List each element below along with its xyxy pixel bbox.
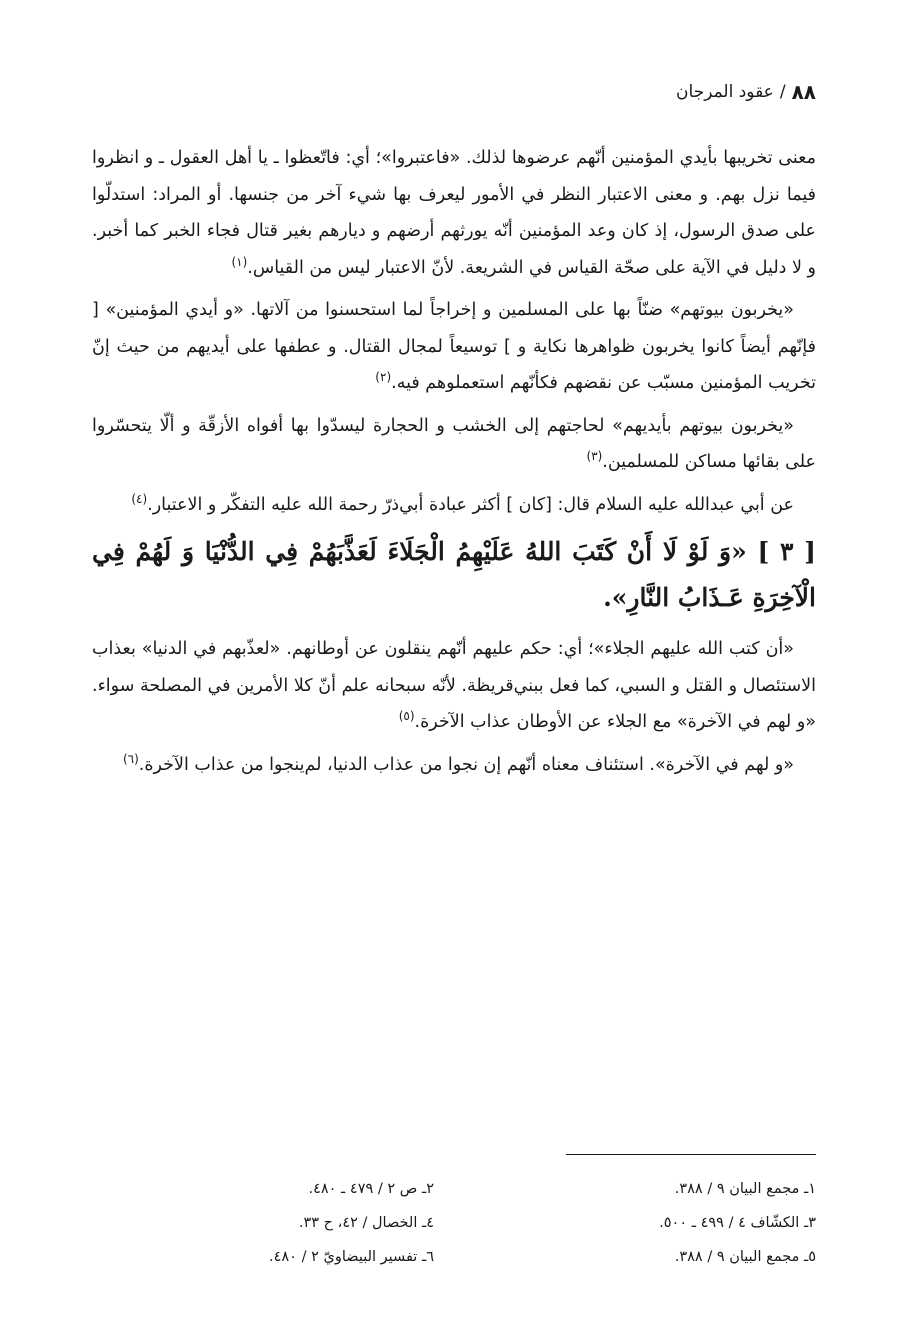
footnote-ref: (٦) — [122, 751, 139, 766]
footnote-1: ١ـ مجمع البيان ٩ / ٣٨٨. — [674, 1181, 816, 1197]
paragraph-text: «أن كتب الله عليهم الجلاء»؛ أي: حكم عليهم أنّهم ينقلون عن أوطانهم. «لعذّبهم في الدنيا» بعذاب الاستئصال و القتل و السبي، كما فعل ببني‌قريظة. لأنّه سبحانه علم أنّ كلا الأمرين في المصلحة سواء. «و لهم في الآخرة» مع الجلاء عن الأوطان عذاب الآخرة. — [92, 639, 816, 732]
footnote-3: ٣ـ الكشّاف ٤ / ٤٩٩ ـ ٥٠٠. — [659, 1215, 816, 1231]
paragraph-text: «و لهم في الآخرة». استئناف معناه أنّهم إن نجوا من عذاب الدنيا، لم‌ينجوا من عذاب الآخرة. — [138, 754, 794, 775]
paragraph-text: «يخربون بيوتهم بأيديهم» لحاجتهم إلى الخشب و الحجارة ليسدّوا بها أفواه الأزقّة و ألّا يتحسّروا على بقائها مساكن للمسلمين. — [92, 415, 816, 472]
paragraph-text: «يخربون بيوتهم» ضنّاً بها على المسلمين و إخراجاً لما استحسنوا من آلاتها. «و أيدي المؤمنين» [ فإنّهم أيضاً كانوا يخربون ظواهرها نكاية و ] توسيعاً لمجال القتال. و عطفها على أيديهم من حيث إنّ تخريب المؤمنين مسبّب عن نقضهم فكأنّهم استعملوهم فيه. — [92, 300, 816, 393]
footnote-ref: (٣) — [586, 449, 603, 464]
footnote-ref: (١) — [231, 254, 248, 269]
header-separator: / — [779, 82, 786, 102]
paragraph-1 — [92, 140, 816, 286]
footnotes — [92, 1172, 816, 1274]
footnote-6: ٦ـ تفسير البيضاويّ ٢ / ٤٨٠. — [269, 1249, 434, 1265]
paragraph-2 — [92, 292, 816, 402]
running-header — [92, 62, 816, 122]
footnote-2: ٢ـ ص ٢ / ٤٧٩ ـ ٤٨٠. — [308, 1181, 434, 1197]
footnote-divider — [566, 1154, 816, 1155]
paragraph-text: عن أبي عبدالله عليه السلام قال: [كان ] أكثر عبادة أبي‌ذرّ رحمة الله عليه التفكّر و الاعتبار. — [147, 494, 794, 515]
footnote-ref: (٤) — [131, 491, 148, 506]
main-text — [92, 140, 816, 789]
paragraph-5 — [92, 631, 816, 741]
paragraph-6 — [92, 747, 816, 784]
paragraph-3 — [92, 408, 816, 481]
page-number: ٨٨ — [791, 80, 816, 104]
footnote-ref: (٢) — [375, 370, 392, 385]
quran-verse: [ ٣ ] «وَ لَوْ لَا أَنْ كَتَبَ اللهُ عَلَيْهِمُ الْجَلَاءَ لَعَذَّبَهُمْ فِي الدُّنْيَا وَ لَهُمْ فِي الْآخِرَةِ عَـذَابُ النَّارِ». — [92, 537, 816, 612]
paragraph-4 — [92, 487, 816, 524]
book-title: عقود المرجان — [676, 82, 774, 102]
footnote-5: ٥ـ مجمع البيان ٩ / ٣٨٨. — [674, 1249, 816, 1265]
footnote-4: ٤ـ الخصال / ٤٢، ح ٣٣. — [298, 1215, 434, 1231]
paragraph-text: معنى تخريبها بأيدي المؤمنين أنّهم عرضوها لذلك. «فاعتبروا»؛ أي: فاتّعظوا ـ يا أهل العقول ـ و انظروا فيما نزل بهم. و معنى الاعتبار النظر في الأمور ليعرف بها شيء آخر من جنسها. أو المراد: استدلّوا على صدق الرسول، إذ كان وعد المؤمنين أنّه يورثهم أرضهم و ديارهم بغير قتال فجاء الخبر كما أخبر. و لا دليل في الآية على صحّة القياس في الشريعة. لأنّ الاعتبار ليس من القياس. — [92, 148, 816, 278]
footnote-ref: (٥) — [398, 709, 415, 724]
